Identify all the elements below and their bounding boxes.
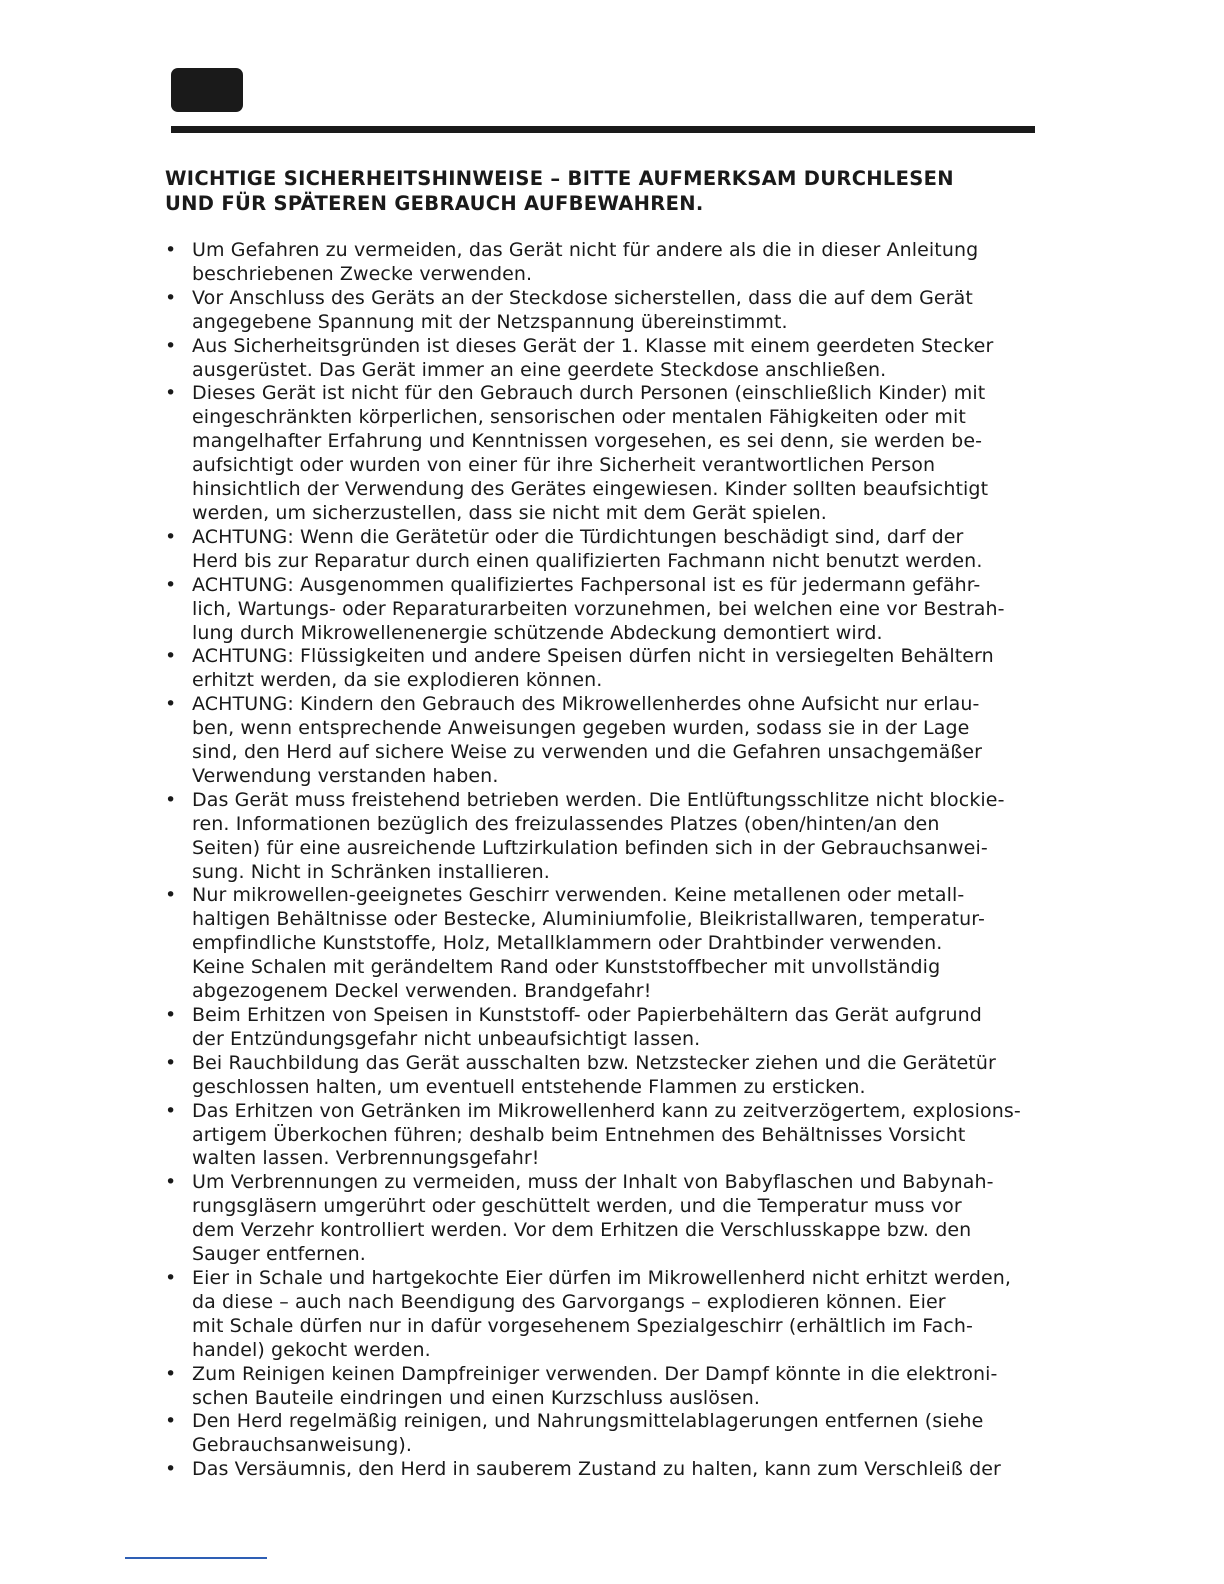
safety-instruction-item	[165, 1410, 1080, 1458]
bullet-point-icon: •	[165, 1362, 177, 1385]
safety-instruction-line: Keine Schalen mit gerändeltem Rand oder Kunststoffbecher mit unvollständig	[192, 956, 941, 979]
safety-instruction-line: hinsichtlich der Verwendung des Gerätes eingewiesen. Kinder sollten beaufsichtigt	[192, 478, 989, 501]
safety-instruction-item	[165, 1004, 1080, 1052]
safety-instruction-item	[165, 1100, 1080, 1172]
safety-instruction-item	[165, 239, 1080, 287]
bullet-point-icon: •	[165, 1171, 177, 1194]
bullet-point-icon: •	[165, 693, 177, 716]
safety-instruction-line: Dieses Gerät ist nicht für den Gebrauch durch Personen (einschließlich Kinder) mit	[192, 382, 986, 405]
safety-instruction-line: mangelhafter Erfahrung und Kenntnissen vorgesehen, es sei denn, sie werden be-	[192, 430, 983, 453]
safety-instruction-line: beschriebenen Zwecke verwenden.	[192, 262, 533, 285]
safety-heading-line-1: WICHTIGE SICHERHEITSHINWEISE – BITTE AUFMERKSAM DURCHLESEN	[165, 167, 954, 190]
safety-instruction-line: Das Versäumnis, den Herd in sauberem Zustand zu halten, kann zum Verschleiß der	[192, 1458, 1001, 1481]
safety-instruction-item	[165, 526, 1080, 574]
safety-instruction-line: Eier in Schale und hartgekochte Eier dürfen im Mikrowellenherd nicht erhitzt werden,	[192, 1266, 1012, 1289]
safety-instruction-item	[165, 1052, 1080, 1100]
bullet-point-icon: •	[165, 286, 177, 309]
safety-instruction-item	[165, 287, 1080, 335]
safety-instruction-line: aufsichtigt oder wurden von einer für ihre Sicherheit verantwortlichen Person	[192, 454, 936, 477]
safety-instruction-line: ACHTUNG: Wenn die Gerätetür oder die Türdichtungen beschädigt sind, darf der	[192, 525, 964, 548]
header-rule	[171, 126, 1035, 133]
safety-instruction-line: Nur mikrowellen-geeignetes Geschirr verwenden. Keine metallenen oder metall-	[192, 884, 965, 907]
safety-instruction-line: ren. Informationen bezüglich des freizulassendes Platzes (oben/hinten/an den	[192, 812, 940, 835]
safety-instruction-line: ACHTUNG: Ausgenommen qualifiziertes Fachpersonal ist es für jedermann gefähr-	[192, 573, 981, 596]
bullet-point-icon: •	[165, 1266, 177, 1289]
safety-instruction-line: empfindliche Kunststoffe, Holz, Metallklammern oder Drahtbinder verwenden.	[192, 932, 943, 955]
bullet-point-icon: •	[165, 525, 177, 548]
safety-instruction-line: schen Bauteile eindringen und einen Kurzschluss auslösen.	[192, 1386, 761, 1409]
safety-instruction-item	[165, 574, 1080, 646]
bullet-point-icon: •	[165, 239, 177, 261]
safety-instruction-line: mit Schale dürfen nur in dafür vorgesehenem Spezialgeschirr (erhältlich im Fach-	[192, 1314, 973, 1337]
safety-instruction-item	[165, 693, 1080, 789]
safety-instruction-line: Beim Erhitzen von Speisen in Kunststoff- oder Papierbehältern das Gerät aufgrund	[192, 1004, 982, 1026]
safety-heading	[165, 166, 1065, 216]
safety-instruction-line: lich, Wartungs- oder Reparaturarbeiten vorzunehmen, bei welchen eine vor Bestrah-	[192, 597, 1005, 620]
safety-instruction-line: ACHTUNG: Kindern den Gebrauch des Mikrowellenherdes ohne Aufsicht nur erlau-	[192, 693, 980, 716]
safety-instruction-item	[165, 335, 1080, 383]
safety-instruction-item	[165, 884, 1080, 1004]
bullet-point-icon: •	[165, 1004, 177, 1026]
safety-instruction-line: Aus Sicherheitsgründen ist dieses Gerät der 1. Klasse mit einem geerdeten Stecker	[192, 334, 994, 357]
safety-instruction-line: Um Gefahren zu vermeiden, das Gerät nicht für andere als die in dieser Anleitung	[192, 239, 979, 261]
safety-instruction-line: Gebrauchsanweisung).	[192, 1434, 413, 1457]
safety-instruction-item	[165, 645, 1080, 693]
safety-instruction-line: ausgerüstet. Das Gerät immer an eine geerdete Steckdose anschließen.	[192, 358, 887, 381]
bullet-point-icon: •	[165, 573, 177, 596]
safety-instruction-line: erhitzt werden, da sie explodieren können.	[192, 669, 603, 692]
bullet-point-icon: •	[165, 788, 177, 811]
safety-instruction-item	[165, 1363, 1080, 1411]
safety-instruction-line: Bei Rauchbildung das Gerät ausschalten bzw. Netzstecker ziehen und die Gerätetür	[192, 1051, 996, 1074]
safety-instruction-line: dem Verzehr kontrolliert werden. Vor dem Erhitzen die Verschlusskappe bzw. den	[192, 1219, 972, 1242]
language-tab-marker	[171, 68, 243, 112]
safety-instruction-line: da diese – auch nach Beendigung des Garvorgangs – explodieren können. Eier	[192, 1290, 946, 1313]
safety-instruction-line: rungsgläsern umgerührt oder geschüttelt werden, und die Temperatur muss vor	[192, 1195, 962, 1218]
safety-instruction-line: haltigen Behältnisse oder Bestecke, Aluminiumfolie, Bleikristallwaren, temperatur-	[192, 908, 985, 931]
footer-link-underline[interactable]	[125, 1557, 267, 1559]
safety-instruction-line: ACHTUNG: Flüssigkeiten und andere Speisen dürfen nicht in versiegelten Behältern	[192, 645, 994, 668]
bullet-point-icon: •	[165, 382, 177, 405]
safety-instruction-line: Seiten) für eine ausreichende Luftzirkulation befinden sich in der Gebrauchsanwei-	[192, 836, 988, 859]
safety-instruction-line: Um Verbrennungen zu vermeiden, muss der Inhalt von Babyflaschen und Babynah-	[192, 1171, 994, 1194]
safety-instruction-line: walten lassen. Verbrennungsgefahr!	[192, 1147, 540, 1170]
safety-instruction-line: Herd bis zur Reparatur durch einen qualifizierten Fachmann nicht benutzt werden.	[192, 549, 983, 572]
safety-instruction-line: handel) gekocht werden.	[192, 1338, 431, 1361]
safety-instructions-list	[165, 239, 1080, 1482]
bullet-point-icon: •	[165, 1410, 177, 1433]
safety-instruction-line: Das Gerät muss freistehend betrieben werden. Die Entlüftungsschlitze nicht blockie-	[192, 788, 1005, 811]
safety-instruction-line: der Entzündungsgefahr nicht unbeaufsichtigt lassen.	[192, 1027, 701, 1050]
safety-instruction-line: abgezogenem Deckel verwenden. Brandgefahr!	[192, 980, 652, 1003]
safety-instruction-line: Den Herd regelmäßig reinigen, und Nahrungsmittelablagerungen entfernen (siehe	[192, 1410, 984, 1433]
safety-instruction-line: eingeschränkten körperlichen, sensorischen oder mentalen Fähigkeiten oder mit	[192, 406, 966, 429]
safety-instruction-line: werden, um sicherzustellen, dass sie nicht mit dem Gerät spielen.	[192, 501, 827, 524]
bullet-point-icon: •	[165, 884, 177, 907]
safety-heading-line-2: UND FÜR SPÄTEREN GEBRAUCH AUFBEWAHREN.	[165, 192, 704, 215]
bullet-point-icon: •	[165, 334, 177, 357]
safety-instruction-line: artigem Überkochen führen; deshalb beim Entnehmen des Behältnisses Vorsicht	[192, 1123, 966, 1146]
safety-instruction-item	[165, 1458, 1080, 1482]
safety-instruction-item	[165, 382, 1080, 525]
safety-instruction-line: lung durch Mikrowellenenergie schützende Abdeckung demontiert wird.	[192, 621, 883, 644]
safety-instruction-line: Verwendung verstanden haben.	[192, 764, 499, 787]
safety-instruction-line: sung. Nicht in Schränken installieren.	[192, 860, 550, 883]
safety-instruction-line: Zum Reinigen keinen Dampfreiniger verwenden. Der Dampf könnte in die elektroni-	[192, 1362, 998, 1385]
bullet-point-icon: •	[165, 645, 177, 668]
bullet-point-icon: •	[165, 1051, 177, 1074]
bullet-point-icon: •	[165, 1458, 177, 1481]
safety-instruction-line: sind, den Herd auf sichere Weise zu verwenden und die Gefahren unsachgemäßer	[192, 741, 983, 764]
safety-instruction-line: Sauger entfernen.	[192, 1243, 366, 1266]
safety-instruction-item	[165, 789, 1080, 885]
safety-instruction-item	[165, 1267, 1080, 1363]
safety-instruction-line: Vor Anschluss des Geräts an der Steckdose sicherstellen, dass die auf dem Gerät	[192, 286, 973, 309]
safety-instruction-line: angegebene Spannung mit der Netzspannung übereinstimmt.	[192, 310, 788, 333]
safety-instruction-line: geschlossen halten, um eventuell entstehende Flammen zu ersticken.	[192, 1075, 866, 1098]
safety-instruction-item	[165, 1171, 1080, 1267]
bullet-point-icon: •	[165, 1099, 177, 1122]
safety-instruction-line: Das Erhitzen von Getränken im Mikrowellenherd kann zu zeitverzögertem, explosions-	[192, 1099, 1021, 1122]
safety-instruction-line: ben, wenn entsprechende Anweisungen gegeben wurden, sodass sie in der Lage	[192, 717, 970, 740]
